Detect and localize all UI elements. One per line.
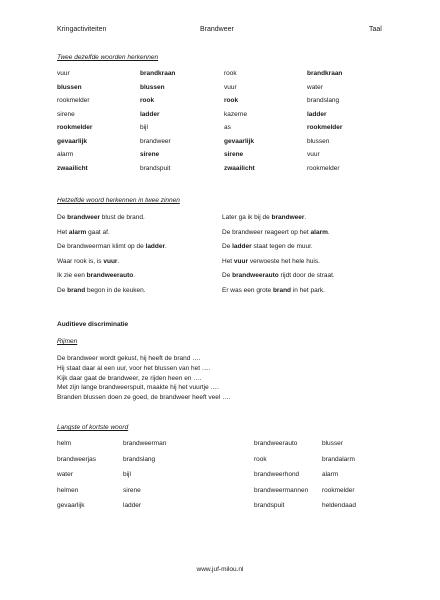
highlighted-word: brandweer <box>271 214 305 221</box>
word-cell: bijl <box>140 124 148 131</box>
word-cell: helmen <box>57 486 79 494</box>
rhyme-line: Kijk daar gaat de brandweer, ze rijden heen en …. <box>57 374 202 382</box>
word-cell: brandspuit <box>140 164 171 172</box>
sentence-line <box>222 243 313 250</box>
sentence-text: in het park. <box>291 286 325 294</box>
rhyme-line: De brandweer wordt gekust, hij heeft de brand …. <box>57 355 201 362</box>
highlighted-word: alarm <box>68 228 87 236</box>
word-cell: water <box>57 471 73 478</box>
word-cell: vuur <box>224 83 237 91</box>
word-cell: vuur <box>57 70 70 77</box>
highlighted-word: brandweerauto <box>86 272 134 279</box>
sentence-text: Waar rook is, is <box>57 257 104 265</box>
sentence-line <box>222 229 330 236</box>
word-cell: gevaarlijk <box>224 137 254 145</box>
word-cell: ladder <box>307 110 327 118</box>
sentence-text: Er was een grote <box>222 286 273 294</box>
word-cell: rookmelder <box>322 486 355 494</box>
rhyme-line: Branden blussen doen ze goed, de brandweer heeft veel …. <box>57 394 231 402</box>
footer-website: www.juf-milou.nl <box>196 566 244 573</box>
sentence-text: verwoeste het hele huis. <box>248 257 320 265</box>
highlighted-word: alarm <box>310 228 328 236</box>
word-cell: brandslang <box>123 455 156 463</box>
word-cell: brandkraan <box>140 70 176 77</box>
word-cell: rook <box>254 455 267 463</box>
highlighted-word: ladder <box>232 243 252 250</box>
sentence-text: Ik zie een <box>57 272 87 279</box>
word-cell: brandweerjas <box>57 455 97 463</box>
sentence-text: begon in de keuken. <box>85 286 146 294</box>
word-cell: helm <box>57 440 72 447</box>
word-cell: gevaarlijk <box>57 137 87 145</box>
word-cell: rook <box>224 97 239 104</box>
sentence-line <box>222 214 306 221</box>
word-cell: water <box>307 83 323 91</box>
word-cell: rookmelder <box>307 124 343 131</box>
word-cell: ladder <box>140 110 160 118</box>
word-cell: rook <box>224 70 237 77</box>
highlighted-word: vuur <box>233 257 249 265</box>
sentence-text: Het <box>57 228 69 236</box>
sentence-text: gaat af. <box>86 228 110 236</box>
rhyme-line: Hij staat daar al een uur, voor het blussen van het …. <box>57 364 211 372</box>
sentence-line <box>57 243 167 250</box>
header-center: Brandweer <box>200 26 234 33</box>
word-cell: blussen <box>57 83 82 91</box>
highlighted-word: ladder <box>145 243 166 250</box>
sentence-line <box>57 287 146 294</box>
header-right: Taal <box>369 26 382 33</box>
section-title-auditieve-discriminatie: Auditieve discriminatie <box>57 321 129 328</box>
word-cell: gevaarlijk <box>57 502 85 509</box>
sentence-text: De brandweer reageert op het <box>222 228 311 236</box>
word-cell: sirene <box>224 151 244 158</box>
word-cell: zwaailicht <box>57 164 88 172</box>
word-cell: sirene <box>140 151 160 158</box>
sentence-text: De <box>57 214 68 221</box>
sentence-text: De <box>222 272 233 279</box>
sentence-text: De brandweerman klimt op de <box>57 243 146 250</box>
word-cell: blussen <box>140 83 165 91</box>
sentence-text: . <box>304 214 307 221</box>
word-cell: rookmelder <box>57 97 90 104</box>
sentence-text: De <box>222 243 233 250</box>
word-cell: sirene <box>123 486 141 494</box>
section-title-twee-dezelfde-woorden: Twee dezelfde woorden herkennen <box>57 54 159 61</box>
section-title-hetzelfde-woord: Hetzelfde woord herkennen in twee zinnen <box>57 197 180 204</box>
word-cell: sirene <box>57 110 75 118</box>
word-cell: brandweerauto <box>254 440 298 447</box>
highlighted-word: vuur <box>103 257 118 265</box>
sentence-text: De <box>57 286 68 294</box>
word-cell: heldendaad <box>322 502 356 509</box>
sentence-line <box>57 272 135 279</box>
sentence-text: Later ga ik bij de <box>222 214 272 221</box>
word-cell: bijl <box>123 471 131 478</box>
word-cell: rookmelder <box>57 124 93 131</box>
word-cell: alarm <box>57 151 74 158</box>
word-cell: zwaailicht <box>224 164 255 172</box>
sentence-text: . <box>117 257 120 265</box>
sentence-line <box>57 258 119 265</box>
sentence-text: . <box>165 243 167 250</box>
word-cell: brandweerman <box>123 440 167 447</box>
highlighted-word: brand <box>67 286 86 294</box>
word-cell: blussen <box>307 137 330 145</box>
section-title-langste-kortste: Langste of kortste woord <box>57 424 129 431</box>
highlighted-word: brandweerauto <box>232 272 279 279</box>
highlighted-word: brand <box>272 286 292 294</box>
word-cell: brandspuit <box>254 502 285 509</box>
sentence-line <box>222 272 335 279</box>
sentence-text: . <box>133 272 136 279</box>
sentence-line <box>222 287 325 294</box>
subsection-title-rijmen: Rijmen <box>57 338 78 345</box>
sentence-line <box>57 214 145 221</box>
word-cell: rook <box>140 97 155 104</box>
sentence-line <box>57 229 110 236</box>
word-cell: brandweer <box>140 137 171 145</box>
word-cell: ladder <box>123 502 142 509</box>
rhyme-line: Met zijn lange brandweerspuit, maakte hij het vuurtje …. <box>57 384 219 392</box>
sentence-text: rijdt door de straat. <box>278 272 335 279</box>
sentence-text: blust de brand. <box>100 214 145 221</box>
word-cell: brandslang <box>307 97 340 104</box>
word-cell: brandkraan <box>307 70 343 77</box>
word-cell: kazerne <box>224 110 248 118</box>
word-cell: brandalarm <box>322 455 355 463</box>
word-cell: rookmelder <box>307 164 340 172</box>
word-cell: alarm <box>322 471 339 478</box>
word-cell: brandweerhond <box>254 471 300 478</box>
word-cell: vuur <box>307 151 320 158</box>
sentence-line <box>222 258 320 265</box>
word-cell: brandweermannen <box>254 486 309 494</box>
word-cell: as <box>224 124 231 131</box>
sentence-text: Het <box>222 257 234 265</box>
sentence-text: . <box>327 228 330 236</box>
word-cell: blusser <box>322 440 343 447</box>
highlighted-word: brandweer <box>67 214 100 221</box>
header-left: Kringactiviteiten <box>57 26 107 33</box>
sentence-text: staat tegen de muur. <box>251 243 313 250</box>
